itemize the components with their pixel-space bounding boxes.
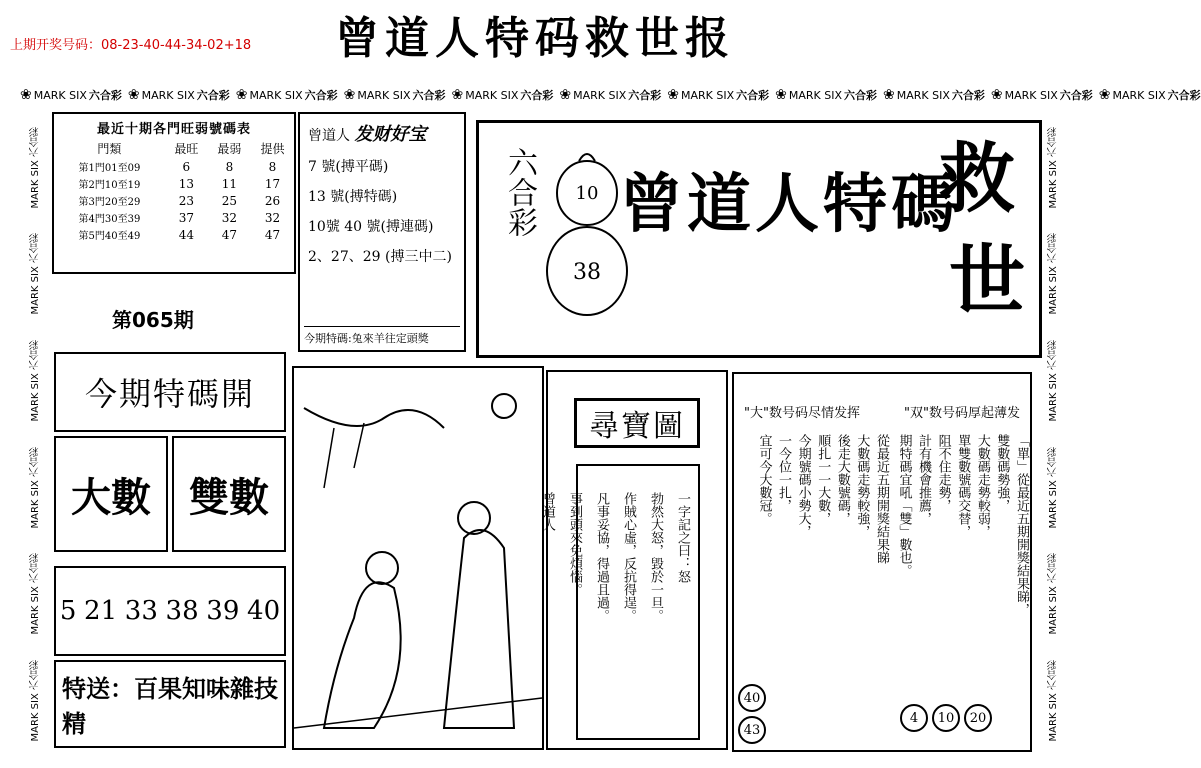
band-item [775,87,877,103]
pick-number: 40 [247,596,281,626]
pick-number: 5 [59,596,77,626]
pick-number: 38 [165,596,199,626]
col-header: 最旺 [174,142,199,156]
fortune-head-big: 发财好宝 [354,124,427,145]
fortune-head-label: 曾道人 [308,128,350,144]
band-item [559,87,661,103]
cell: 25 [221,193,238,208]
cell: 44 [178,227,194,242]
table-row [54,209,294,226]
side-mark: MARK SIX 六合彩 [29,339,41,422]
flower-icon: ❀ [667,87,679,103]
special-label: 今期特碼: [304,332,352,345]
fortune-panel [298,112,466,352]
gourd-top-number: 10 [575,183,599,204]
scroll-line: 事到頭來免煩惱。 [567,492,582,596]
flower-icon: ❀ [127,87,140,103]
band-item [667,87,769,103]
strength-table [54,139,294,243]
side-mark: MARK SIX 六合彩 [29,446,41,529]
cell: 37 [178,210,194,225]
band-mark: MARK SIX [680,88,735,102]
treasure-scroll [540,464,700,740]
pick-number: 21 [84,596,118,626]
band-lhc: 六合彩 [844,89,877,102]
cell: 8 [225,159,234,174]
band-lhc: 六合彩 [196,89,230,102]
analysis-column: 今期號碼小勢大， [795,434,811,538]
fortune-line: 2、27、29 (搏三中二) [308,249,452,265]
band-lhc: 六合彩 [520,89,554,102]
issue-number: 第065期 [112,308,194,332]
table-header-row [54,139,294,158]
pick-number: 39 [206,596,240,626]
side-mark: MARK SIX 六合彩 [1047,659,1059,742]
analysis-headers [744,402,1020,421]
cell: 6 [182,159,191,174]
col-header: 門類 [97,142,122,156]
analysis-column: 大數碼走勢較弱， [974,434,990,538]
flower-icon: ❀ [559,87,572,103]
band-mark: MARK SIX [788,88,842,102]
gourd-bottom-number: 38 [573,260,601,285]
side-mark: MARK SIX 六合彩 [29,126,41,209]
band-item [883,87,985,103]
band-item [20,87,122,103]
band-item [1099,87,1201,103]
left-circles [738,684,766,744]
strength-table-title: 最近十期各門旺弱號碼表 [96,122,251,137]
special-text: 兔來羊往定頭獎 [351,332,429,345]
analysis-column: 一今位一扎， [776,434,792,512]
scroll-line: 作賊心虛，反抗得逞。 [621,492,636,622]
flower-icon: ❀ [883,87,895,103]
main-banner [476,120,1042,358]
fortune-special [304,326,460,346]
page-title: 曾道人特码救世报 [335,13,735,64]
analysis-column: 計有機會推薦， [916,434,932,525]
col-header: 提供 [260,142,285,156]
cell: 11 [221,176,238,191]
analysis-column: 單雙數號碼交替， [955,434,971,538]
banner-jiu: 救 [939,134,1015,223]
band-lhc: 六合彩 [88,89,122,102]
even-number-heading: "双"数号码厚起薄发 [904,406,1020,421]
number-row [54,566,286,656]
circled-number: 4 [900,704,928,732]
band-lhc: 六合彩 [951,89,985,102]
band-item [236,87,338,103]
cell: 47 [221,227,238,242]
fortune-line: 10號 40 號(搏連碼) [308,219,434,235]
band-mark: MARK SIX [357,88,411,102]
band-lhc: 六合彩 [412,89,446,102]
col-header: 最弱 [217,142,242,156]
circled-number: 20 [964,704,992,732]
cell: 第3門20至29 [78,197,141,208]
band-lhc: 六合彩 [1167,89,1201,102]
cell: 第1門01至09 [78,163,141,174]
scene-illustration [292,366,544,750]
band-lhc: 六合彩 [736,89,770,102]
scroll-signature: 曾道人 [540,492,555,531]
table-row [54,192,294,209]
side-mark: MARK SIX 六合彩 [1047,553,1059,635]
cell: 17 [264,176,281,191]
band-mark: MARK SIX [896,88,950,102]
last-draw-numbers: 08-23-40-44-34-02+18 [101,38,252,53]
band-item [991,87,1093,103]
band-mark: MARK SIX [573,88,627,102]
circled-number: 43 [738,716,766,744]
circled-number: 40 [738,684,766,712]
band-item [452,87,554,103]
band-item [128,87,230,103]
analysis-column: 宜可今大數冠。 [756,434,772,525]
treasure-title: 尋寶圖 [574,398,700,448]
banner-shi: 世 [949,236,1025,325]
cell: 32 [264,210,281,225]
open-label: 今期特碼開 [54,352,286,432]
band-lhc: 六合彩 [1059,89,1093,102]
cell: 第4門30至39 [78,214,141,225]
side-mark: MARK SIX 六合彩 [29,233,41,315]
flower-icon: ❀ [20,87,32,103]
band-lhc: 六合彩 [304,89,338,102]
side-mark: MARK SIX 六合彩 [1047,233,1059,315]
big-number-heading: "大"数号码尽情发挥 [744,406,860,421]
band-mark: MARK SIX [33,88,87,102]
fortune-line: 13 號(搏特碼) [308,189,398,205]
band-mark: MARK SIX [1112,88,1166,102]
band-item [344,87,446,103]
cell: 26 [264,193,281,208]
flower-icon: ❀ [451,87,464,103]
analysis-panel [732,372,1032,752]
analysis-column: 順扎一一大數， [815,434,831,525]
banner-lhc: 六合彩 [502,147,537,237]
band-lhc: 六合彩 [628,89,662,102]
flower-icon: ❀ [1098,87,1111,103]
illustration-figures [294,368,542,748]
flower-icon: ❀ [775,87,787,103]
analysis-column: 阻不住走勢， [935,434,951,512]
treasure-panel [540,370,728,750]
band-mark: MARK SIX [249,88,303,102]
flower-icon: ❀ [235,87,248,103]
right-circles [900,704,992,732]
mark-six-band [20,76,1201,114]
left-side-band [18,114,52,754]
side-mark: MARK SIX 六合彩 [29,553,41,635]
side-mark: MARK SIX 六合彩 [29,659,41,742]
last-draw [10,34,251,53]
scroll-line: 一字記之曰：怒 [675,492,690,583]
cell: 8 [268,159,277,174]
even-analysis-columns [884,434,1029,724]
fortune-line: 7 號(搏平碼) [308,159,389,175]
analysis-column: 後走大數號碼， [834,434,850,525]
analysis-column: 期特碼宜吼「雙」數也。 [896,434,912,577]
pick-number: 33 [124,596,158,626]
side-mark: MARK SIX 六合彩 [1047,126,1059,209]
side-mark: MARK SIX 六合彩 [1047,339,1059,422]
scroll-text [540,492,692,712]
cell: 23 [178,193,194,208]
cell: 32 [221,210,238,225]
analysis-column: 雙數碼勢強， [994,434,1010,512]
table-row [54,158,294,175]
banner-title: 曾道人特碼 [619,167,959,242]
big-analysis-columns [744,434,889,724]
cell: 13 [178,176,194,191]
analysis-column: 從最近五期開獎結果睇 [874,434,889,564]
big-number-box: 大數 [54,436,168,552]
analysis-column: 大數碼走勢較強， [854,434,870,538]
band-mark: MARK SIX [141,88,195,102]
flower-icon: ❀ [990,87,1003,103]
band-mark: MARK SIX [465,88,519,102]
scroll-line: 凡事妥協，得過且過。 [594,492,609,622]
table-row [54,175,294,192]
gift-box: 特送：百果知味雜技精 [54,660,286,748]
fortune-head [308,120,456,146]
scroll-line: 勃然大怒，毀於一旦。 [648,492,663,622]
cell: 第5門40至49 [78,231,141,242]
circled-number: 10 [932,704,960,732]
cell: 第2門10至19 [78,180,141,191]
band-mark: MARK SIX [1004,88,1058,102]
table-row [54,226,294,243]
even-number-box: 雙數 [172,436,286,552]
side-mark: MARK SIX 六合彩 [1047,446,1059,529]
flower-icon: ❀ [343,87,356,103]
analysis-column: 「單」從最近五期開獎結果睇， [1014,434,1029,616]
strength-table-panel [52,112,296,274]
cell: 47 [264,227,281,242]
last-draw-label: 上期开奖号码： [10,38,102,53]
